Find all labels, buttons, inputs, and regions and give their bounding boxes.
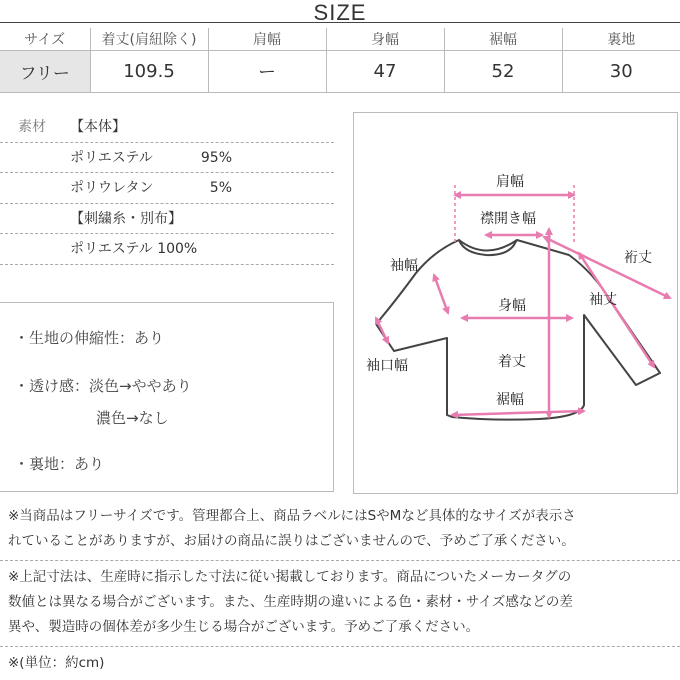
- note-measurement-line1: ※上記寸法は、生産時に指示した寸法に従い掲載しております。商品についたメーカータグの: [8, 569, 572, 585]
- header-size: サイズ: [0, 28, 90, 50]
- material-row: [0, 204, 334, 235]
- size-table-header: [0, 28, 680, 50]
- label-shoulder: 肩幅: [496, 174, 524, 190]
- cell-body-width: 47: [326, 50, 444, 92]
- material-section-body: 【本体】: [70, 119, 126, 135]
- size-title: SIZE: [313, 0, 367, 25]
- notes-section: [8, 504, 672, 676]
- title-divider: [0, 22, 680, 23]
- note-measurement-line3: 異や、製造時の個体差が多少生じる場合がございます。予めご了承ください。: [8, 619, 480, 635]
- fabric-properties: [0, 302, 334, 492]
- note-divider: [0, 646, 680, 647]
- size-table: [0, 28, 680, 93]
- note-divider: [0, 560, 680, 561]
- sheer-property-dark: 濃色→なし: [96, 409, 169, 427]
- stretch-property: ・生地の伸縮性：あり: [14, 329, 165, 347]
- material-section-embroidery: 【刺繍糸・別布】: [70, 210, 182, 227]
- label-body-width: 身幅: [498, 298, 526, 314]
- measurement-diagram: [353, 112, 678, 494]
- cell-length: 109.5: [90, 50, 208, 92]
- label-yuki: 裄丈: [624, 250, 652, 266]
- note-free-size-line2: れていることがありますが、お届けの商品に誤りはございませんので、予めご了承ください。: [8, 533, 575, 549]
- material-row: [0, 173, 334, 204]
- note-unit: ※(単位：約cm): [8, 655, 105, 671]
- material-name: ポリエステル 100%: [70, 241, 198, 258]
- header-shoulder: 肩幅: [208, 28, 326, 50]
- material-name: ポリウレタン: [70, 180, 154, 197]
- material-name: ポリエステル: [70, 149, 153, 166]
- label-length: 着丈: [498, 354, 526, 370]
- material-pct: 95%: [200, 149, 232, 166]
- header-length: 着丈(肩紐除く): [90, 28, 208, 50]
- label-neck: 襟開き幅: [480, 211, 536, 227]
- cell-lining: 30: [562, 50, 680, 92]
- material-label: 素材: [18, 119, 46, 135]
- material-row: [0, 143, 334, 174]
- label-sleeve-length: 袖丈: [589, 292, 617, 308]
- size-table-row: [0, 50, 680, 92]
- material-section: [0, 112, 334, 265]
- lining-property: ・裏地：あり: [14, 455, 105, 473]
- label-cuff: 袖口幅: [366, 358, 408, 374]
- sheer-property: ・透け感：淡色→ややあり: [14, 377, 192, 395]
- label-sleeve-width: 袖幅: [390, 258, 418, 274]
- cell-shoulder: ー: [208, 50, 326, 92]
- label-hem: 裾幅: [496, 392, 524, 408]
- header-hem: 裾幅: [444, 28, 562, 50]
- cell-size: フリー: [0, 50, 90, 92]
- material-row-header: [0, 112, 334, 143]
- header-lining: 裏地: [607, 31, 636, 48]
- material-pct: 5%: [209, 180, 232, 197]
- note-measurement-line2: 数値とは異なる場合がございます。また、生産時期の違いによる色・素材・サイズ感などの差: [8, 594, 573, 610]
- header-body-width: 身幅: [326, 28, 444, 50]
- material-row: [0, 234, 334, 265]
- cell-hem: 52: [444, 50, 562, 92]
- note-free-size-line1: ※当商品はフリーサイズです。管理都合上、商品ラベルにはSやMなど具体的なサイズが表示さ: [8, 508, 576, 524]
